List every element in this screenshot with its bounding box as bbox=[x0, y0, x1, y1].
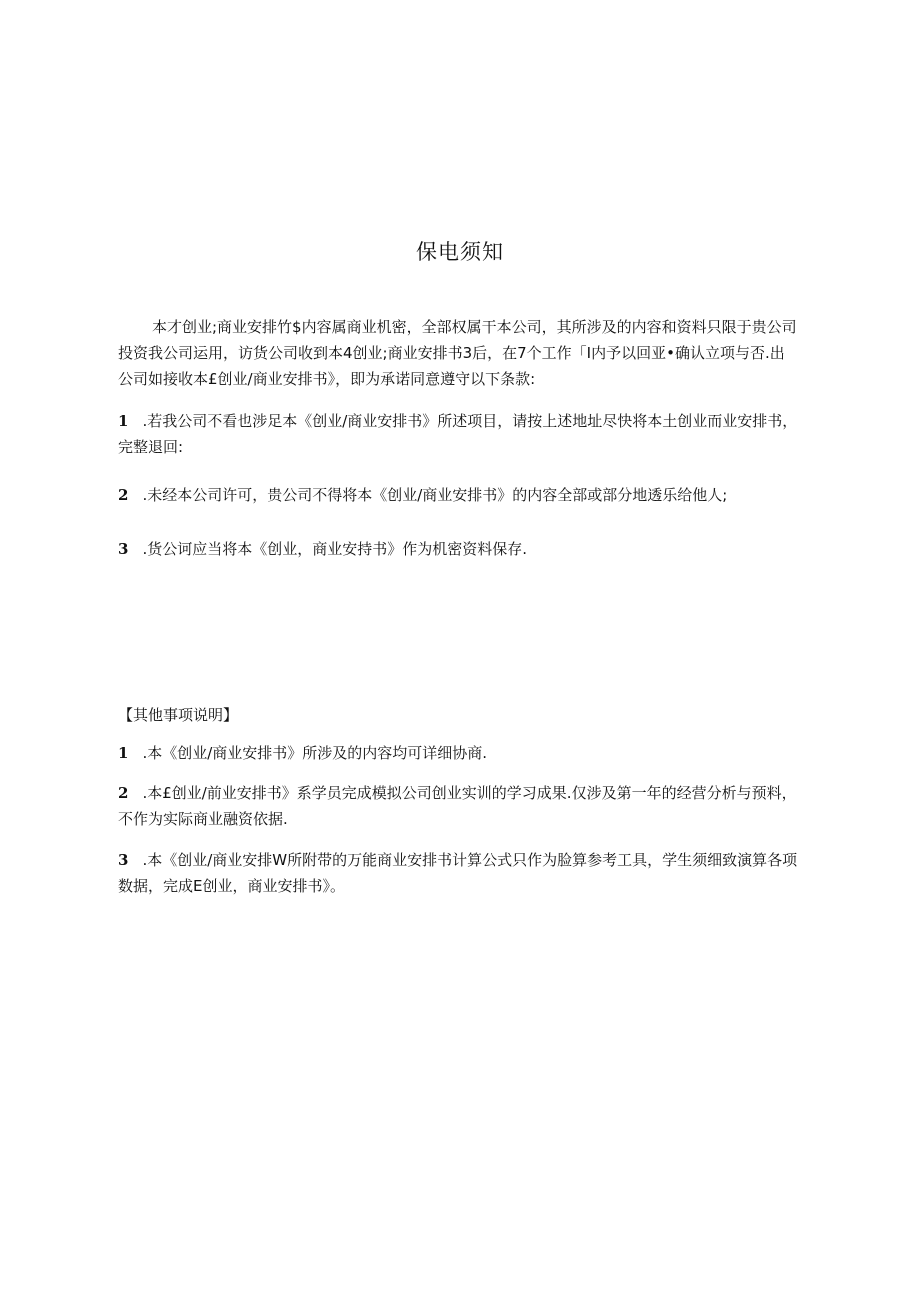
clause-text: .未经本公司许可，贵公司不得将本《创业/商业安排书》的内容全部或部分地透乐给他人; bbox=[142, 486, 728, 504]
clause-number: 2 bbox=[118, 486, 129, 504]
notes-heading: 【其他事项说明】 bbox=[118, 706, 239, 724]
intro-paragraph: 本才创业;商业安排竹$内容属商业机密，全部权属干本公司，其所涉及的内容和资料只限于贵公司投资我公司运用，访货公司收到本4创业;商业安排书3后，在7个工作「I内予以回亚•确认立项与否.出公司如接收本£创业/商业安排书》，即为承诺同意遵守以下条款: bbox=[118, 318, 797, 388]
clause-text: .若我公司不看也涉足本《创业/商业安排书》所述项目，请按上述地址尽快将本土创业而业安排书，完整退回: bbox=[118, 412, 798, 456]
note-text: .本《创业/商业安排W所附带的万能商业安排书计算公式只作为脸算参考工具，学生须细致演算各项数据，完成E创业，商业安排书》。 bbox=[118, 851, 798, 895]
note-number: 2 bbox=[118, 784, 129, 802]
clause-number: 1 bbox=[118, 412, 129, 430]
clause-text: .货公诃应当将本《创业，商业安持书》作为机密资料保存. bbox=[142, 540, 527, 558]
note-text: .本£创业/前业安排书》系学员完成模拟公司创业实训的学习成果.仅涉及第一年的经营分析与预料，不作为实际商业融资依据. bbox=[118, 784, 797, 828]
clause-1 bbox=[118, 408, 798, 460]
note-number: 3 bbox=[118, 851, 129, 869]
document-title: 保电须知 bbox=[416, 240, 504, 264]
note-2 bbox=[118, 780, 798, 832]
note-text: .本《创业/商业安排书》所涉及的内容均可详细协商. bbox=[142, 744, 488, 762]
note-1 bbox=[118, 740, 798, 766]
clause-3 bbox=[118, 536, 798, 562]
note-3 bbox=[118, 847, 798, 899]
note-number: 1 bbox=[118, 744, 129, 762]
clause-number: 3 bbox=[118, 540, 129, 558]
clause-2 bbox=[118, 482, 798, 508]
